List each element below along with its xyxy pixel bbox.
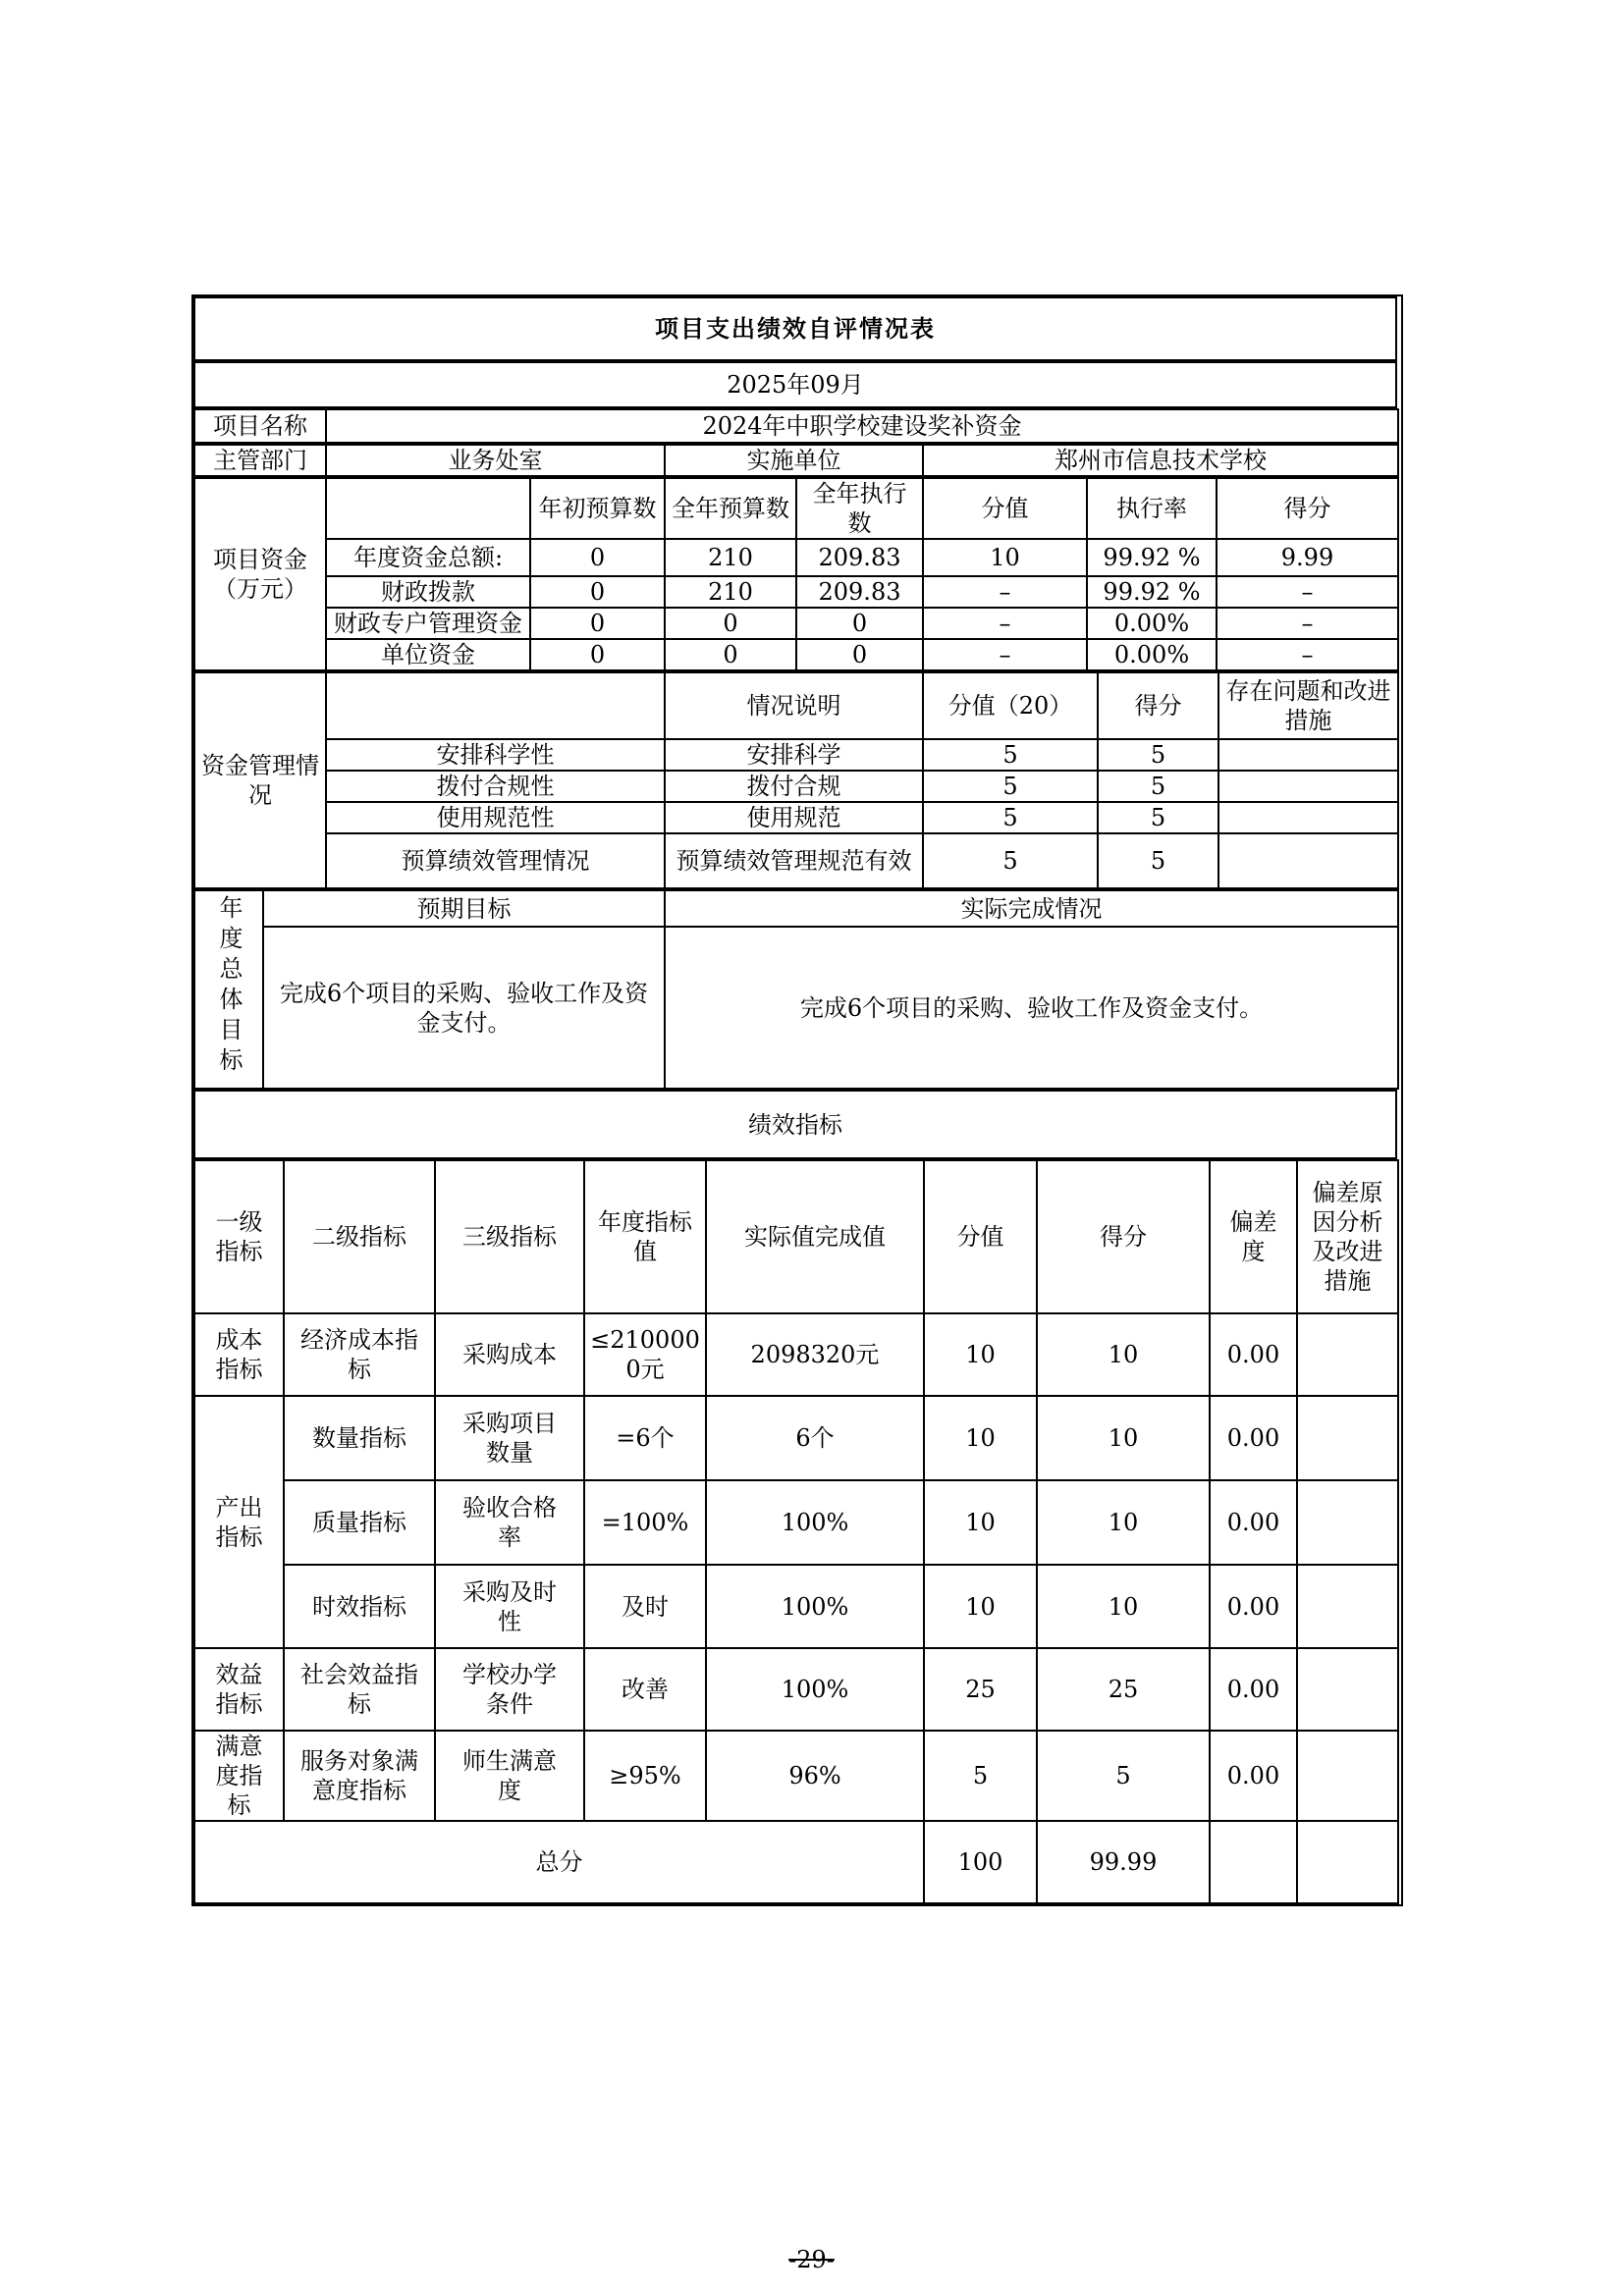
mgmt-row-label: 预算绩效管理情况 <box>326 833 665 888</box>
mgmt-cell-score-value: 5 <box>923 771 1098 802</box>
page-title: 项目支出绩效自评情况表 <box>194 297 1396 360</box>
funds-cell: – <box>923 576 1087 608</box>
dept-label: 主管部门 <box>194 445 326 476</box>
table-row <box>194 1160 1398 1313</box>
funds-cell: 10 <box>923 539 1087 576</box>
funds-cell: 0 <box>665 639 796 670</box>
kpi-target: 及时 <box>584 1565 706 1648</box>
kpi-total-score-value: 100 <box>924 1821 1037 1903</box>
kpi-note <box>1297 1480 1398 1565</box>
kpi-deviation: 0.00 <box>1210 1480 1297 1565</box>
table-row <box>194 1565 1398 1648</box>
kpi-level1: 产出指标 <box>194 1396 284 1648</box>
funds-cell: 9.99 <box>1217 539 1398 576</box>
impl-unit-label: 实施单位 <box>665 445 923 476</box>
kpi-note <box>1297 1565 1398 1648</box>
funds-cell: 0 <box>665 608 796 639</box>
kpi-note <box>1297 1396 1398 1480</box>
table-row <box>194 639 1398 670</box>
mgmt-row-label: 安排科学性 <box>326 739 665 771</box>
kpi-header-level2: 二级指标 <box>284 1160 435 1313</box>
mgmt-cell-score-value: 5 <box>923 802 1098 833</box>
kpi-note <box>1297 1731 1398 1821</box>
table-row <box>194 409 1398 443</box>
kpi-level2: 服务对象满意度指标 <box>284 1731 435 1821</box>
kpi-note <box>1297 1648 1398 1731</box>
table-row <box>194 927 1398 1089</box>
table-row <box>194 672 1398 739</box>
kpi-total-score: 99.99 <box>1037 1821 1210 1903</box>
table-row <box>194 890 1398 927</box>
table-row <box>194 1091 1396 1158</box>
kpi-header-deviation: 偏差度 <box>1210 1160 1297 1313</box>
kpi-total-deviation-empty <box>1210 1821 1297 1903</box>
date-section <box>193 361 1397 408</box>
annual-goal-section <box>193 889 1399 1090</box>
funds-cell: 0.00% <box>1087 639 1217 670</box>
kpi-header-level3: 三级指标 <box>435 1160 584 1313</box>
mgmt-section-label: 资金管理情况 <box>194 672 326 888</box>
table-row <box>194 608 1398 639</box>
kpi-banner-section <box>193 1090 1397 1159</box>
kpi-target: ≥95% <box>584 1731 706 1821</box>
kpi-actual: 100% <box>706 1480 924 1565</box>
mgmt-cell-score: 5 <box>1098 739 1218 771</box>
kpi-deviation: 0.00 <box>1210 1731 1297 1821</box>
kpi-level2: 质量指标 <box>284 1480 435 1565</box>
mgmt-cell-score: 5 <box>1098 771 1218 802</box>
page-number: -29- <box>788 2246 835 2273</box>
funds-cell: 99.92 % <box>1087 539 1217 576</box>
funds-row-label: 财政专户管理资金 <box>326 608 530 639</box>
table-row <box>194 771 1398 802</box>
kpi-target: ≤2100000元 <box>584 1313 706 1396</box>
page-footer <box>0 2246 1623 2273</box>
mgmt-row-label: 拨付合规性 <box>326 771 665 802</box>
kpi-deviation: 0.00 <box>1210 1648 1297 1731</box>
goal-expected-header: 预期目标 <box>263 890 665 927</box>
kpi-actual: 2098320元 <box>706 1313 924 1396</box>
funds-header-execution-rate: 执行率 <box>1087 478 1217 539</box>
funds-cell: 209.83 <box>796 539 923 576</box>
mgmt-cell-desc: 使用规范 <box>665 802 923 833</box>
table-row <box>194 297 1396 360</box>
mgmt-cell-note <box>1218 739 1398 771</box>
funds-header-annual-budget: 全年预算数 <box>665 478 796 539</box>
kpi-header-actual: 实际值完成值 <box>706 1160 924 1313</box>
dept-value: 业务处室 <box>326 445 665 476</box>
report-date: 2025年09月 <box>194 362 1396 407</box>
kpi-level3: 师生满意度 <box>435 1731 584 1821</box>
kpi-score-value: 10 <box>924 1396 1037 1480</box>
funds-cell: 209.83 <box>796 576 923 608</box>
kpi-level2: 社会效益指标 <box>284 1648 435 1731</box>
mgmt-cell-desc: 拨付合规 <box>665 771 923 802</box>
funds-cell: 0 <box>796 639 923 670</box>
kpi-score-value: 5 <box>924 1731 1037 1821</box>
kpi-level1: 满意度指标 <box>194 1731 284 1821</box>
table-row <box>194 1480 1398 1565</box>
funds-cell: 0 <box>530 576 665 608</box>
table-row <box>194 802 1398 833</box>
funds-cell: – <box>1217 608 1398 639</box>
kpi-actual: 96% <box>706 1731 924 1821</box>
goal-actual-text: 完成6个项目的采购、验收工作及资金支付。 <box>665 927 1398 1089</box>
kpi-score-value: 10 <box>924 1565 1037 1648</box>
table-row <box>194 1648 1398 1731</box>
kpi-actual: 6个 <box>706 1396 924 1480</box>
kpi-level3: 采购成本 <box>435 1313 584 1396</box>
goal-section-label-text: 年度总体目标 <box>215 894 243 1078</box>
funds-cell: – <box>923 608 1087 639</box>
kpi-score-value: 10 <box>924 1313 1037 1396</box>
kpi-level3: 验收合格率 <box>435 1480 584 1565</box>
funds-cell: 210 <box>665 539 796 576</box>
kpi-total-label: 总分 <box>194 1821 924 1903</box>
kpi-level3: 采购及时性 <box>435 1565 584 1648</box>
mgmt-row-label: 使用规范性 <box>326 802 665 833</box>
performance-self-eval-table <box>191 294 1403 1906</box>
funds-cell: – <box>1217 639 1398 670</box>
funds-cell: – <box>923 639 1087 670</box>
mgmt-header-issues: 存在问题和改进措施 <box>1218 672 1398 739</box>
mgmt-cell-note <box>1218 771 1398 802</box>
kpi-banner: 绩效指标 <box>194 1091 1396 1158</box>
funds-section-label: 项目资金（万元） <box>194 478 326 670</box>
mgmt-header-empty <box>326 672 665 739</box>
funds-header-initial-budget: 年初预算数 <box>530 478 665 539</box>
funds-cell: 99.92 % <box>1087 576 1217 608</box>
kpi-table-section <box>193 1159 1399 1904</box>
kpi-score: 10 <box>1037 1480 1210 1565</box>
kpi-level2: 经济成本指标 <box>284 1313 435 1396</box>
kpi-score: 10 <box>1037 1565 1210 1648</box>
table-row <box>194 362 1396 407</box>
kpi-level2: 数量指标 <box>284 1396 435 1480</box>
mgmt-header-description: 情况说明 <box>665 672 923 739</box>
kpi-level1: 效益指标 <box>194 1648 284 1731</box>
funds-cell: 0 <box>796 608 923 639</box>
table-row <box>194 1396 1398 1480</box>
kpi-level1: 成本指标 <box>194 1313 284 1396</box>
kpi-actual: 100% <box>706 1648 924 1731</box>
kpi-score: 5 <box>1037 1731 1210 1821</box>
kpi-header-deviation-analysis: 偏差原因分析及改进措施 <box>1297 1160 1398 1313</box>
mgmt-header-score: 得分 <box>1098 672 1218 739</box>
project-name-value: 2024年中职学校建设奖补资金 <box>326 409 1398 443</box>
kpi-level3: 学校办学条件 <box>435 1648 584 1731</box>
kpi-total-note-empty <box>1297 1821 1398 1903</box>
table-row <box>194 1313 1398 1396</box>
table-row <box>194 833 1398 888</box>
funds-cell: 0 <box>530 639 665 670</box>
table-row <box>194 539 1398 576</box>
mgmt-cell-desc: 安排科学 <box>665 739 923 771</box>
funds-cell: – <box>1217 576 1398 608</box>
mgmt-cell-score-value: 5 <box>923 833 1098 888</box>
table-row <box>194 739 1398 771</box>
funds-row-label: 年度资金总额: <box>326 539 530 576</box>
title-section <box>193 296 1397 361</box>
kpi-header-target: 年度指标值 <box>584 1160 706 1313</box>
kpi-score-value: 25 <box>924 1648 1037 1731</box>
mgmt-cell-desc: 预算绩效管理规范有效 <box>665 833 923 888</box>
table-row <box>194 576 1398 608</box>
kpi-header-score-value: 分值 <box>924 1160 1037 1313</box>
funds-header-score-value: 分值 <box>923 478 1087 539</box>
funds-header-annual-execution: 全年执行数 <box>796 478 923 539</box>
mgmt-header-score-value: 分值（20） <box>923 672 1098 739</box>
funds-cell: 0 <box>530 608 665 639</box>
funds-cell: 0.00% <box>1087 608 1217 639</box>
funds-cell: 210 <box>665 576 796 608</box>
kpi-actual: 100% <box>706 1565 924 1648</box>
project-name-label: 项目名称 <box>194 409 326 443</box>
project-funds-section <box>193 477 1399 671</box>
funds-cell: 0 <box>530 539 665 576</box>
goal-expected-text: 完成6个项目的采购、验收工作及资金支付。 <box>263 927 665 1089</box>
mgmt-cell-note <box>1218 802 1398 833</box>
goal-section-label <box>194 890 263 1089</box>
goal-actual-header: 实际完成情况 <box>665 890 1398 927</box>
kpi-score: 25 <box>1037 1648 1210 1731</box>
kpi-target: 改善 <box>584 1648 706 1731</box>
kpi-deviation: 0.00 <box>1210 1396 1297 1480</box>
department-section <box>193 444 1399 477</box>
kpi-deviation: 0.00 <box>1210 1313 1297 1396</box>
funds-header-score: 得分 <box>1217 478 1398 539</box>
kpi-score: 10 <box>1037 1396 1210 1480</box>
kpi-header-level1: 一级指标 <box>194 1160 284 1313</box>
kpi-header-score: 得分 <box>1037 1160 1210 1313</box>
table-row <box>194 1821 1398 1903</box>
mgmt-cell-note <box>1218 833 1398 888</box>
funds-row-label: 财政拨款 <box>326 576 530 608</box>
kpi-level3: 采购项目数量 <box>435 1396 584 1480</box>
impl-unit-value: 郑州市信息技术学校 <box>923 445 1398 476</box>
table-row <box>194 478 1398 539</box>
fund-management-section <box>193 671 1399 889</box>
table-row <box>194 445 1398 476</box>
mgmt-cell-score: 5 <box>1098 833 1218 888</box>
mgmt-cell-score-value: 5 <box>923 739 1098 771</box>
kpi-score-value: 10 <box>924 1480 1037 1565</box>
kpi-deviation: 0.00 <box>1210 1565 1297 1648</box>
funds-header-empty <box>326 478 530 539</box>
kpi-note <box>1297 1313 1398 1396</box>
kpi-score: 10 <box>1037 1313 1210 1396</box>
kpi-level2: 时效指标 <box>284 1565 435 1648</box>
mgmt-cell-score: 5 <box>1098 802 1218 833</box>
kpi-target: =6个 <box>584 1396 706 1480</box>
project-name-section <box>193 408 1399 444</box>
funds-row-label: 单位资金 <box>326 639 530 670</box>
table-row <box>194 1731 1398 1821</box>
kpi-target: =100% <box>584 1480 706 1565</box>
